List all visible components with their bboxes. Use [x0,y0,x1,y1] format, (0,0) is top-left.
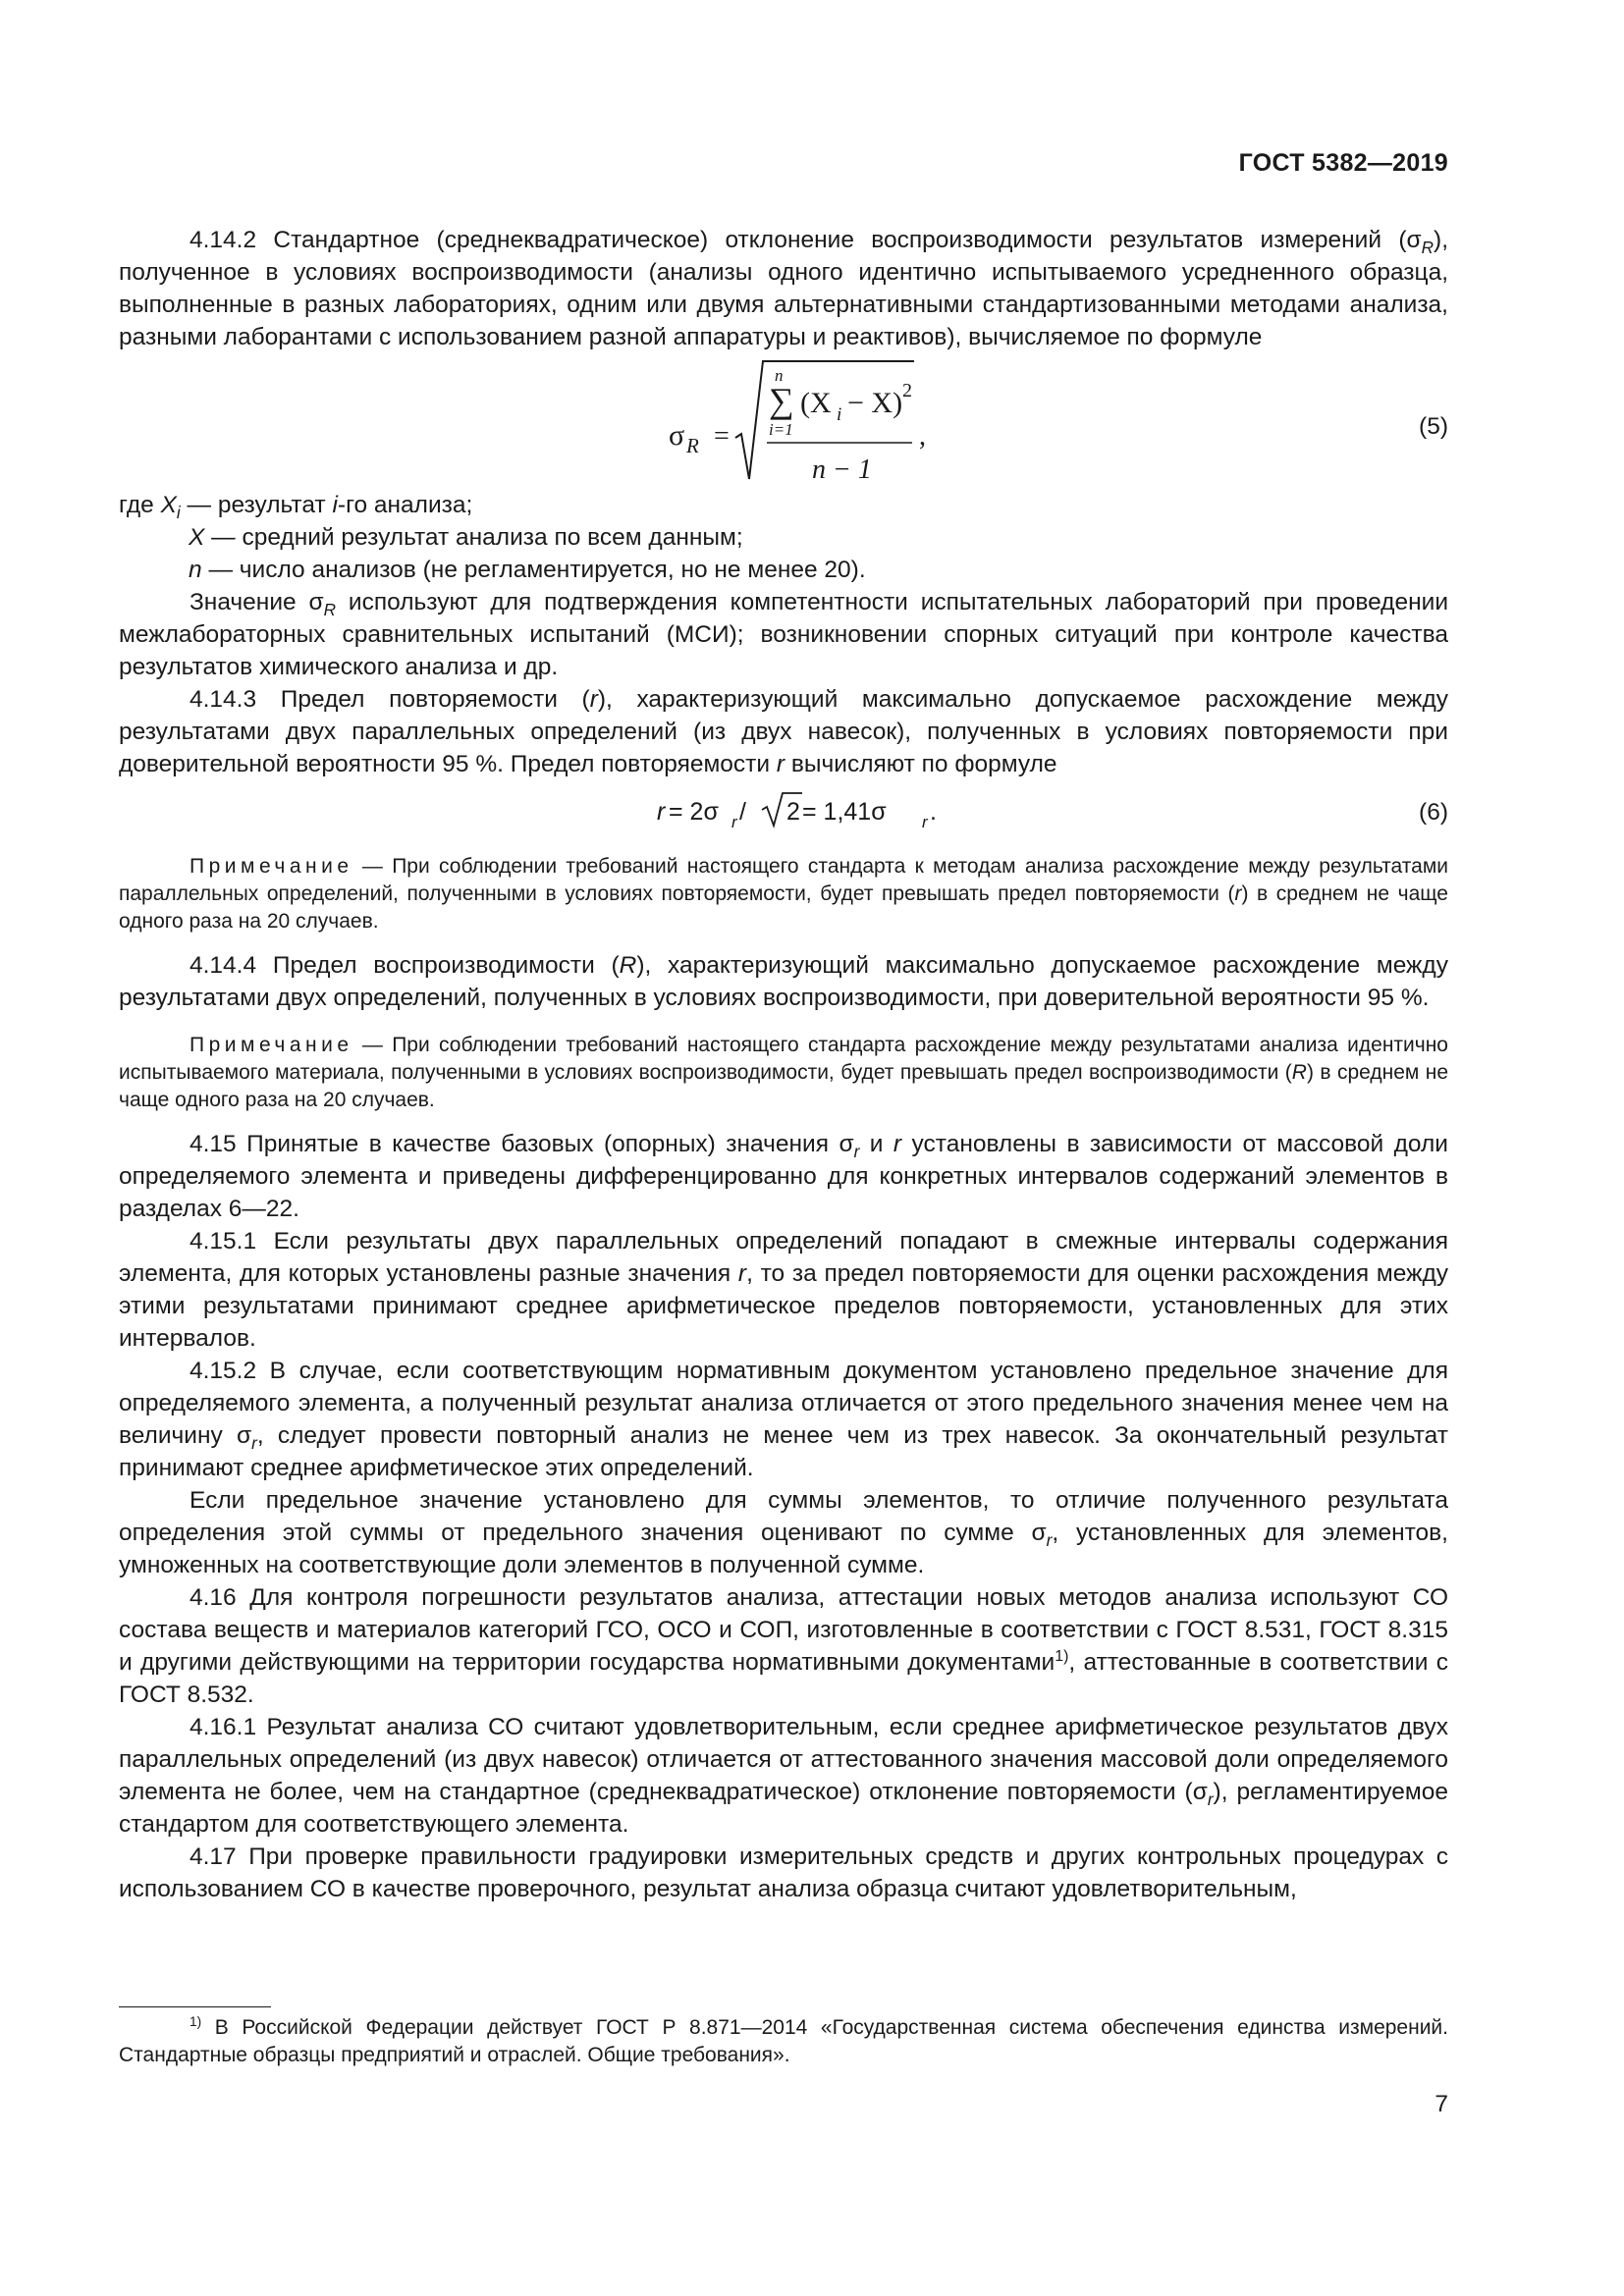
formula-6-rhs: = 1,41σ [802,798,887,826]
paragraph-4-15-2: 4.15.2 В случае, если соответствующим нормативным документом установлено предельное значение для определяемого элемента, а полученный результат анализа отличается от этого предельного значения менее чем на величину $\sigma_r$, следует провести повторный анализ не менее чем из трех навесок. За окончательный результат принимают среднее арифметическое этих определений. [119,1358,1448,1481]
formula-6-lhs: r [657,798,666,826]
paragraph-4-15: 4.15 Принятые в качестве базовых (опорных) значения $\sigma_r$ и r установлены в зависимости от массовой доли определяемого элемента и приведены дифференцированно для конкретных интервалов содержаний элементов в разделах 6—22. [119,1131,1448,1222]
note-label: Примечание [189,855,353,878]
note-repeatability: Примечание — При соблюдении требований настоящего стандарта к методам анализа расхождение между результатами параллельных определений, полученными в условиях повторяемости, будет превышать предел повторяемости (r) в среднем не чаще одного раза на 20 случаев. [119,855,1448,933]
legend-x: X — средний результат анализа по всем данным; [189,524,743,551]
formula-5 [119,359,1448,489]
formula-6 [119,788,1448,835]
footnote: $^{1)}$ В Российской Федерации действует ГОСТ Р 8.871—2014 «Государственная система обеспечения единства измерений. Стандартные образцы предприятий и отраслей. Общие требования». [119,2014,1448,2066]
formula-5-numerator: (X [800,387,832,419]
formula-6-dot: . [930,798,937,826]
note-label: Примечание [189,1034,353,1056]
paragraph-4-16: 4.16 Для контроля погрешности результатов анализа, аттестации новых методов анализа используют СО состава веществ и материалов категорий ГСО, ОСО и СОП, изготовленные в соответствии с ГОСТ 8.531, ГОСТ 8.315 и другими действующими на территории государства нормативными документами$^{1)}$, аттестованные в соответствии с ГОСТ 8.532. [119,1584,1448,1708]
page-number: 7 [1435,2091,1448,2117]
formula-5-denominator: n − 1 [812,454,872,485]
formula-5-number: (5) [1419,413,1448,440]
formula-5-equals: = [714,421,730,452]
formula-6-graphic [119,788,1448,835]
formula-6-sub1: r [731,813,737,831]
paragraph-4-14-3: 4.14.3 Предел повторяемости (r), характеризующий максимально допускаемое расхождение между результатами двух параллельных определений (из двух навесок), полученных в условиях повторяемости при доверительной вероятности 95 %. Предел повторяемости r вычисляют по формуле [119,686,1448,777]
footnote-ref[interactable]: 1) [1055,1647,1069,1665]
paragraph-4-14-2: 4.14.2 Стандартное (среднеквадратическое) отклонение воспроизводимости результатов измерений $(\sigma_R)$, полученное в условиях воспроизводимости (анализы одного идентично испытываемого усредненного образца, выполненные в разных лабораториях, одним или двумя альтернативными стандартизованными методами анализа, разными лаборантами с использованием разной аппаратуры и реактивов), вычисляемое по формуле [119,227,1448,350]
paragraph-limit-sum: Если предельное значение установлено для суммы элементов, то отличие полученного результата определения этой суммы от предельного значения оценивают по сумме $\sigma_r$, установленных для элементов, умноженных на соответствующие доли элементов в полученной сумме. [119,1487,1448,1578]
paragraph-4-16-1: 4.16.1 Результат анализа СО считают удовлетворительным, если среднее арифметическое результатов двух параллельных определений (из двух навесок) отличается от аттестованного значения массовой доли определяемого элемента не более, чем на стандартное (среднеквадратическое) отклонение повторяемости $(\sigma_r)$, регламентируемое стандартом для соответствующего элемента. [119,1714,1448,1838]
formula-6-div: / [739,798,746,826]
formula-6-mid: = 2σ [669,798,719,826]
footnote-mark: 1) [189,2014,202,2029]
formula-6-number: (6) [1419,799,1448,826]
formula-5-sigma-sum: ∑ [769,381,794,420]
document-id-header: ГОСТ 5382—2019 [1238,149,1448,177]
paragraph-sigma-r-usage: Значение $\sigma_R$ используют для подтверждения компетентности испытательных лабораторий при проведении межлабораторных сравнительных испытаний (МСИ); возникновении спорных ситуаций при контроле качества результатов химического анализа и др. [119,589,1448,680]
note-reproducibility: Примечание — При соблюдении требований настоящего стандарта расхождение между результатами анализа идентично испытываемого материала, полученными в условиях воспроизводимости, будет превышать предел воспроизводимости (R) в среднем не чаще одного раза на 20 случаев. [119,1034,1449,1111]
paragraph-4-15-1: 4.15.1 Если результаты двух параллельных определений попадают в смежные интервалы содержания элемента, для которых установлены разные значения r, то за предел повторяемости для оценки расхождения между этими результатами принимают среднее арифметическое пределов повторяемости, установленных для этих интервалов. [119,1228,1448,1352]
formula-5-numerator-sub: i [837,404,842,425]
formula-5-graphic [119,359,1448,489]
paragraph-4-17: 4.17 При проверке правильности градуировки измерительных средств и других контрольных процедурах с использованием СО в качестве проверочного, результат анализа образца считают удовлетворительным, [119,1843,1448,1902]
formula-5-sum-bottom: i=1 [769,420,793,439]
legend-n: n — число анализов (не регламентируется, но не менее 20). [189,557,866,583]
formula-5-power: 2 [902,380,912,401]
formula-5-lhs: σ [669,419,685,452]
footnote-separator [119,2006,271,2007]
formula-5-legend [119,489,1448,586]
document-body [119,224,1448,1905]
formula-5-numerator-rest: − X) [847,387,903,419]
formula-6-sub2: r [922,813,928,831]
legend-xi: где $X_i$ — результат i-го анализа; [119,492,473,522]
paragraph-4-14-4: 4.14.4 Предел воспроизводимости (R), характеризующий максимально допускаемое расхождение между результатами двух определений, полученных в условиях воспроизводимости, при доверительной вероятности 95 %. [119,952,1448,1011]
formula-5-sum-top: n [775,366,784,385]
formula-6-sqrt-arg: 2 [786,798,800,826]
formula-5-lhs-sub: R [686,434,699,457]
formula-5-comma: , [919,421,926,452]
